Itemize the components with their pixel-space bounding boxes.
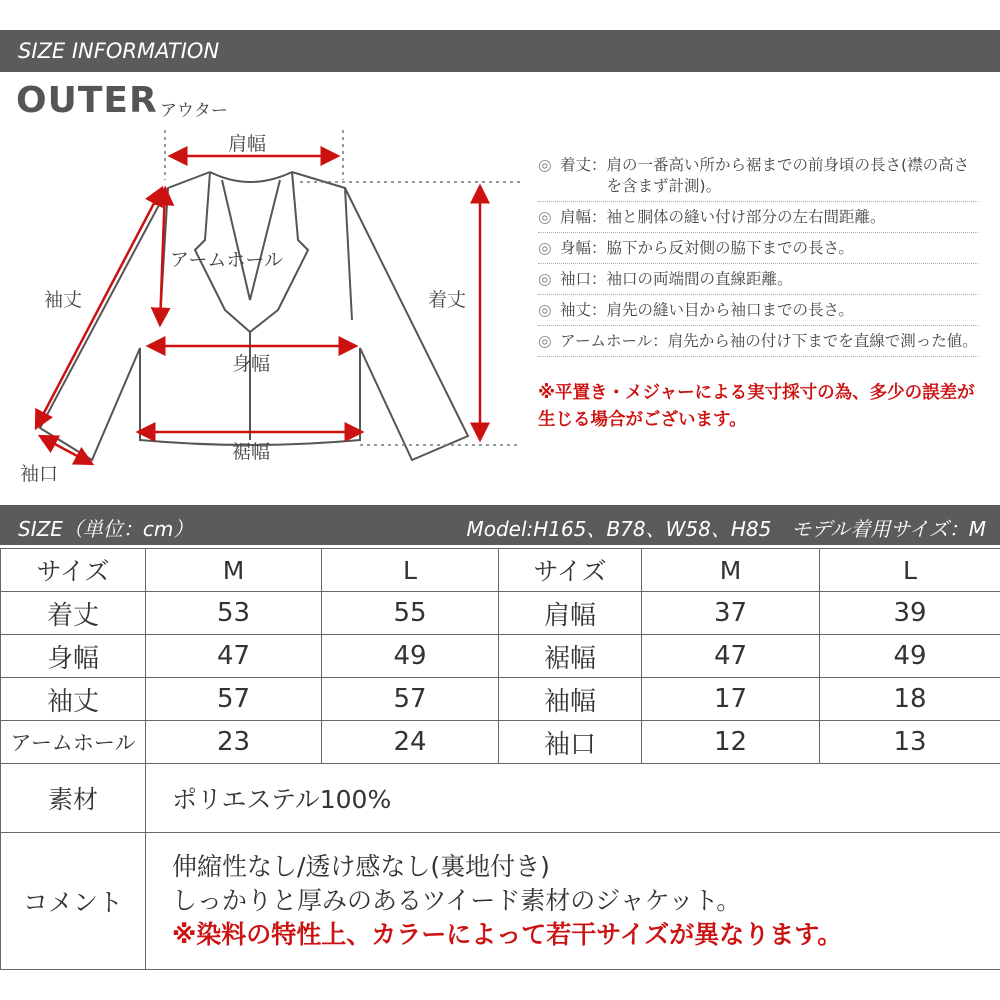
table-cell: 18 (820, 678, 1000, 721)
label-cuff: 袖口 (20, 463, 59, 485)
header-cell: サイズ (499, 549, 642, 592)
table-cell: 13 (820, 721, 1000, 764)
size-bar (0, 505, 1000, 545)
label-hem-width: 裾幅 (232, 441, 271, 463)
size-table (0, 548, 1000, 764)
table-cell: 24 (322, 721, 499, 764)
label-sleeve-length: 袖丈 (44, 289, 83, 311)
header-cell: M (146, 549, 322, 592)
table-header-row (1, 549, 1000, 592)
table-row (1, 635, 1000, 678)
table-cell: 袖丈 (1, 678, 146, 721)
size-information-bar (0, 30, 1000, 72)
table-cell: 袖幅 (499, 678, 642, 721)
legend-desc: 袖と胴体の縫い付け部分の左右間距離。 (606, 208, 886, 226)
size-unit-label: SIZE（単位：cm） (18, 517, 194, 541)
circle-bullet-icon: ◎ (538, 270, 552, 288)
legend-desc: 肩先から袖の付け下までを直線で測った値。 (667, 332, 978, 350)
table-cell: 47 (642, 635, 820, 678)
legend-desc: 肩先の縫い目から袖口までの長さ。 (606, 301, 854, 319)
table-cell: 49 (322, 635, 499, 678)
legend-term: 着丈 (560, 156, 592, 174)
legend-separator: ： (591, 270, 607, 288)
comment-line: しっかりと厚みのあるツイード素材のジャケット。 (172, 886, 742, 915)
comment-row (1, 833, 1000, 970)
size-information-title: SIZE INFORMATION (18, 39, 220, 63)
label-armhole: アームホール (170, 249, 284, 271)
circle-bullet-icon: ◎ (538, 239, 552, 257)
table-cell: 57 (322, 678, 499, 721)
label-shoulder-width: 肩幅 (228, 133, 267, 155)
legend-desc: 袖口の両端間の直線距離。 (606, 270, 793, 288)
legend-term: 袖口 (560, 270, 592, 288)
header-cell: サイズ (1, 549, 146, 592)
label-length: 着丈 (428, 289, 467, 311)
legend-term: 肩幅 (560, 208, 592, 226)
table-cell: 裾幅 (499, 635, 642, 678)
table-row (1, 721, 1000, 764)
legend-separator: ： (591, 208, 607, 226)
legend-item (538, 264, 978, 295)
comment-line: 伸縮性なし/透け感なし(裏地付き) (172, 852, 550, 881)
legend-item (538, 150, 978, 202)
table-cell: 袖口 (499, 721, 642, 764)
measurement-legend (538, 150, 978, 357)
table-cell: 53 (146, 592, 322, 635)
legend-separator: ： (591, 301, 607, 319)
table-cell: アームホール (1, 721, 146, 764)
jacket-diagram (0, 120, 520, 500)
legend-term: 袖丈 (560, 301, 592, 319)
table-cell: 身幅 (1, 635, 146, 678)
table-cell: 39 (820, 592, 1000, 635)
legend-desc: 脇下から反対側の脇下までの長さ。 (606, 239, 854, 257)
legend-item (538, 202, 978, 233)
table-cell: 着丈 (1, 592, 146, 635)
header-cell: L (322, 549, 499, 592)
circle-bullet-icon: ◎ (538, 208, 552, 226)
legend-separator: ： (591, 156, 607, 174)
material-value: ポリエステル100% (146, 764, 1000, 833)
table-cell: 57 (146, 678, 322, 721)
circle-bullet-icon: ◎ (538, 332, 552, 350)
table-cell: 37 (642, 592, 820, 635)
legend-term: 身幅 (560, 239, 592, 257)
circle-bullet-icon: ◎ (538, 301, 552, 319)
comment-note: ※染料の特性上、カラーによって若干サイズが異なります。 (172, 920, 843, 949)
table-row (1, 678, 1000, 721)
comment-value (146, 833, 1000, 970)
material-row (1, 764, 1000, 833)
table-cell: 肩幅 (499, 592, 642, 635)
circle-bullet-icon: ◎ (538, 156, 552, 174)
legend-desc: 肩の一番高い所から裾までの前身頃の長さ(襟の高さを含まず計測)。 (606, 156, 970, 195)
legend-separator: ： (591, 239, 607, 257)
measurement-note: ※平置き・メジャーによる実寸採寸の為、多少の誤差が生じる場合がございます。 (538, 383, 975, 430)
material-label: 素材 (1, 764, 146, 833)
details-table (0, 763, 1000, 970)
table-cell: 49 (820, 635, 1000, 678)
legend-item (538, 326, 978, 357)
model-info: Model:H165、B78、W58、H85 モデル着用サイズ：M (466, 517, 986, 541)
header-cell: L (820, 549, 1000, 592)
label-body-width: 身幅 (232, 353, 271, 375)
jacket-outline (40, 172, 468, 460)
legend-item (538, 295, 978, 326)
category-title: OUTER (16, 80, 158, 121)
legend-separator: ： (652, 332, 668, 350)
legend-term: アームホール (560, 332, 653, 350)
table-cell: 47 (146, 635, 322, 678)
table-row (1, 592, 1000, 635)
category-kana: アウター (160, 101, 228, 121)
header-cell: M (642, 549, 820, 592)
table-cell: 55 (322, 592, 499, 635)
comment-label: コメント (1, 833, 146, 970)
table-cell: 17 (642, 678, 820, 721)
legend-item (538, 233, 978, 264)
table-cell: 23 (146, 721, 322, 764)
table-cell: 12 (642, 721, 820, 764)
